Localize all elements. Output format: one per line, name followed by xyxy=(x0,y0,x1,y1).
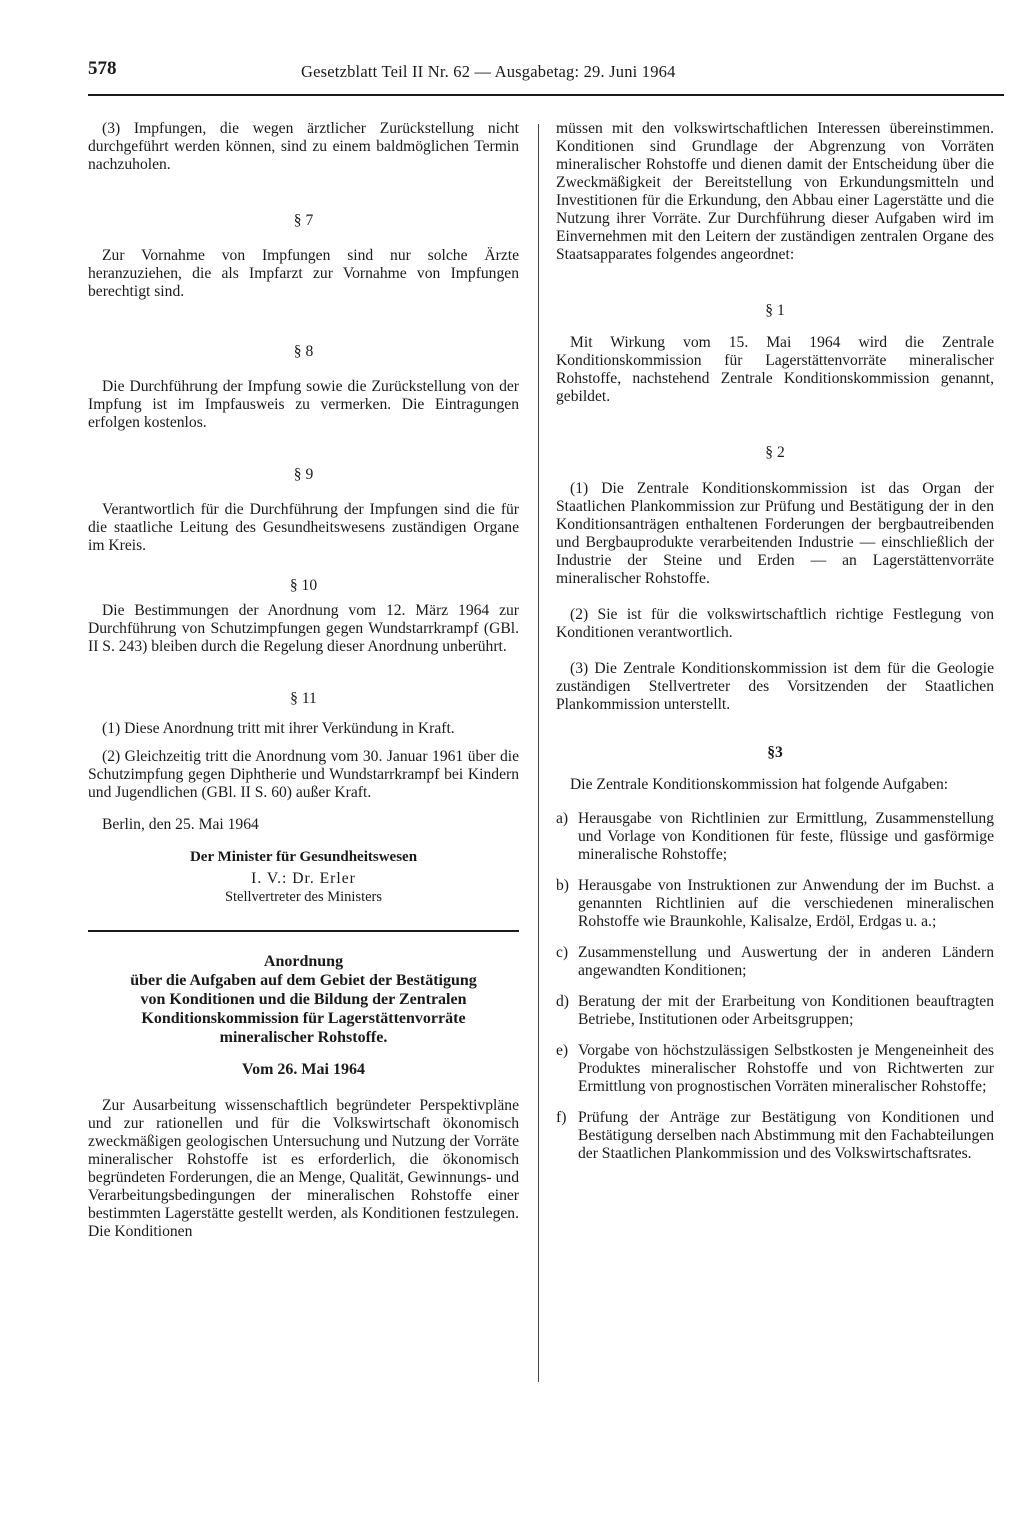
section-heading-2: § 2 xyxy=(765,444,785,461)
order-title xyxy=(88,952,519,1047)
section-heading-7: § 7 xyxy=(293,212,314,229)
section-heading-10: § 10 xyxy=(289,577,318,594)
order-title-line: Anordnung xyxy=(263,953,344,970)
list-marker: f) xyxy=(556,1109,567,1126)
paragraph-section-11-1: (1) Diese Anordnung tritt mit ihrer Verkündung in Kraft. xyxy=(102,720,455,737)
paragraph-section-9: Verantwortlich für die Durchführung der Impfungen sind die für die staatliche Leitung des Gesundheitswesens zuständigen Organe im Kreis. xyxy=(88,501,519,554)
order-title-line: mineralischer Rohstoffe. xyxy=(219,1029,388,1046)
section-heading-3: §3 xyxy=(767,744,783,761)
signature-role: Stellvertreter des Ministers xyxy=(224,889,383,905)
list-marker: c) xyxy=(556,944,569,961)
list-item-text: Zusammenstellung und Auswertung der in anderen Ländern angewandten Konditionen; xyxy=(578,944,994,979)
preamble-continued: müssen mit den volkswirtschaftlichen Interessen übereinstimmen. Konditionen sind Grundlage der Abgrenzung von Vorräten mineralischer Rohstoffe und dienen damit der Entscheidung über die Zweckmäßigkeit der Bereitstellung von Erkundungsmitteln und Investitionen für die Erkundung, den Abbau einer Lagerstätte und die Nutzung ihrer Vorräte. Zur Durchführung dieser Aufgaben wird im Einvernehmen mit den Leitern der zuständigen zentralen Organe des Staatsapparates folgendes angeordnet: xyxy=(556,120,994,263)
list-marker: a) xyxy=(556,810,569,827)
order-date: Vom 26. Mai 1964 xyxy=(242,1061,365,1078)
column-divider xyxy=(538,124,539,1382)
paragraph-impfungen-3: (3) Impfungen, die wegen ärztlicher Zurückstellung nicht durchgeführt werden können, sind zu einem baldmöglichen Termin nachzuholen. xyxy=(88,120,519,173)
order-title-line: von Konditionen und die Bildung der Zentralen xyxy=(140,991,467,1008)
task-list xyxy=(556,810,994,1163)
list-marker: b) xyxy=(556,877,569,894)
list-item-text: Prüfung der Anträge zur Bestätigung von Konditionen und Bestätigung derselben nach Abstimmung mit den Fachabteilungen der Staatlichen Plankommission und des Volkswirtschaftsrates. xyxy=(578,1109,994,1162)
list-item xyxy=(556,944,994,980)
list-item xyxy=(556,877,994,931)
page-number: 578 xyxy=(88,58,117,79)
left-column xyxy=(88,120,519,1241)
section-heading-1: § 1 xyxy=(765,302,785,319)
right-column xyxy=(556,120,994,1176)
section-heading-9: § 9 xyxy=(293,466,314,483)
section-heading-11: § 11 xyxy=(290,690,317,707)
section-rule xyxy=(88,930,519,932)
preamble: Zur Ausarbeitung wissenschaftlich begründeter Perspektivpläne und zur rationellen und für die Volkswirtschaft ökonomisch zweckmäßigen geologischen Untersuchung und Nutzung der Vorräte mineralischer Rohstoffe ist es erforderlich, die ökonomisch begründeten Forderungen, die an Menge, Qualität, Gewinnungs- und Verarbeitungsbedingungen der mineralischen Rohstoffe einer bestimmten Lagerstätte gestellt werden, als Konditionen festzulegen. Die Konditionen xyxy=(88,1097,519,1240)
list-marker: e) xyxy=(556,1042,569,1059)
paragraph-section-10: Die Bestimmungen der Anordnung vom 12. März 1964 zur Durchführung von Schutzimpfungen gegen Wundstarrkrampf (GBl. II S. 243) bleiben durch die Regelung dieser Anordnung unberührt. xyxy=(88,602,519,655)
list-marker: d) xyxy=(556,993,569,1010)
place-and-date: Berlin, den 25. Mai 1964 xyxy=(102,816,259,833)
paragraph-section-8: Die Durchführung der Impfung sowie die Zurückstellung von der Impfung ist im Impfausweis zu vermerken. Die Eintragungen erfolgen kostenlos. xyxy=(88,378,519,431)
list-item-text: Herausgabe von Instruktionen zur Anwendung der im Buchst. a genannten Richtlinien auf die verschiedenen mineralischen Rohstoffe wie Braunkohle, Kalisalze, Erdöl, Erdgas u. a.; xyxy=(578,877,994,930)
list-item xyxy=(556,1109,994,1163)
paragraph-section-2-1: (1) Die Zentrale Konditionskommission ist das Organ der Staatlichen Plankommission zur Prüfung und Bestätigung der in den Konditionsanträgen enthaltenen Forderungen der bergbautreibenden und Bergbauprodukte verarbeitenden Industrie — einschließlich der Industrie der Steine und Erden — an Lagerstättenvorräte mineralischer Rohstoffe. xyxy=(556,480,994,587)
list-item xyxy=(556,993,994,1029)
list-item-text: Vorgabe von höchstzulässigen Selbstkosten je Mengeneinheit des Produktes mineralischer Rohstoffe und von Richtwerten zur Ermittlung von prognostischen Vorräten mineralischer Rohstoffe; xyxy=(578,1042,994,1095)
order-title-line: über die Aufgaben auf dem Gebiet der Bestätigung xyxy=(130,972,477,989)
list-item-text: Herausgabe von Richtlinien zur Ermittlung, Zusammenstellung und Vorlage von Konditionen für feste, flüssige und gasförmige mineralische Rohstoffe; xyxy=(578,810,994,863)
paragraph-section-3: Die Zentrale Konditionskommission hat folgende Aufgaben: xyxy=(570,776,949,793)
paragraph-section-2-3: (3) Die Zentrale Konditionskommission ist dem für die Geologie zuständigen Stellvertreter des Vorsitzenden der Staatlichen Plankommission unterstellt. xyxy=(556,660,994,713)
section-heading-8: § 8 xyxy=(293,343,314,360)
running-title: Gesetzblatt Teil II Nr. 62 — Ausgabetag: 29. Juni 1964 xyxy=(301,62,676,81)
signature: I. V.: Dr. Erler xyxy=(251,870,356,887)
page-header xyxy=(88,58,1004,96)
paragraph-section-2-2: (2) Sie ist für die volkswirtschaftlich richtige Festlegung von Konditionen verantwortlich. xyxy=(556,606,994,641)
paragraph-section-1: Mit Wirkung vom 15. Mai 1964 wird die Zentrale Konditionskommission für Lagerstättenvorräte mineralischer Rohstoffe, nachstehend Zentrale Konditionskommission genannt, gebildet. xyxy=(556,334,994,405)
order-title-line: Konditionskommission für Lagerstättenvorräte xyxy=(141,1010,466,1027)
list-item xyxy=(556,810,994,864)
list-item-text: Beratung der mit der Erarbeitung von Konditionen beauftragten Betriebe, Institutionen oder Arbeitsgruppen; xyxy=(578,993,994,1028)
paragraph-section-7: Zur Vornahme von Impfungen sind nur solche Ärzte heranzuziehen, die als Impfarzt zur Vornahme von Impfungen berechtigt sind. xyxy=(88,247,519,300)
list-item xyxy=(556,1042,994,1096)
minister-title: Der Minister für Gesundheitswesen xyxy=(189,849,418,865)
paragraph-section-11-2: (2) Gleichzeitig tritt die Anordnung vom 30. Januar 1961 über die Schutzimpfung gegen Diphtherie und Wundstarrkrampf bei Kindern und Jugendlichen (GBl. II S. 60) außer Kraft. xyxy=(88,748,519,801)
